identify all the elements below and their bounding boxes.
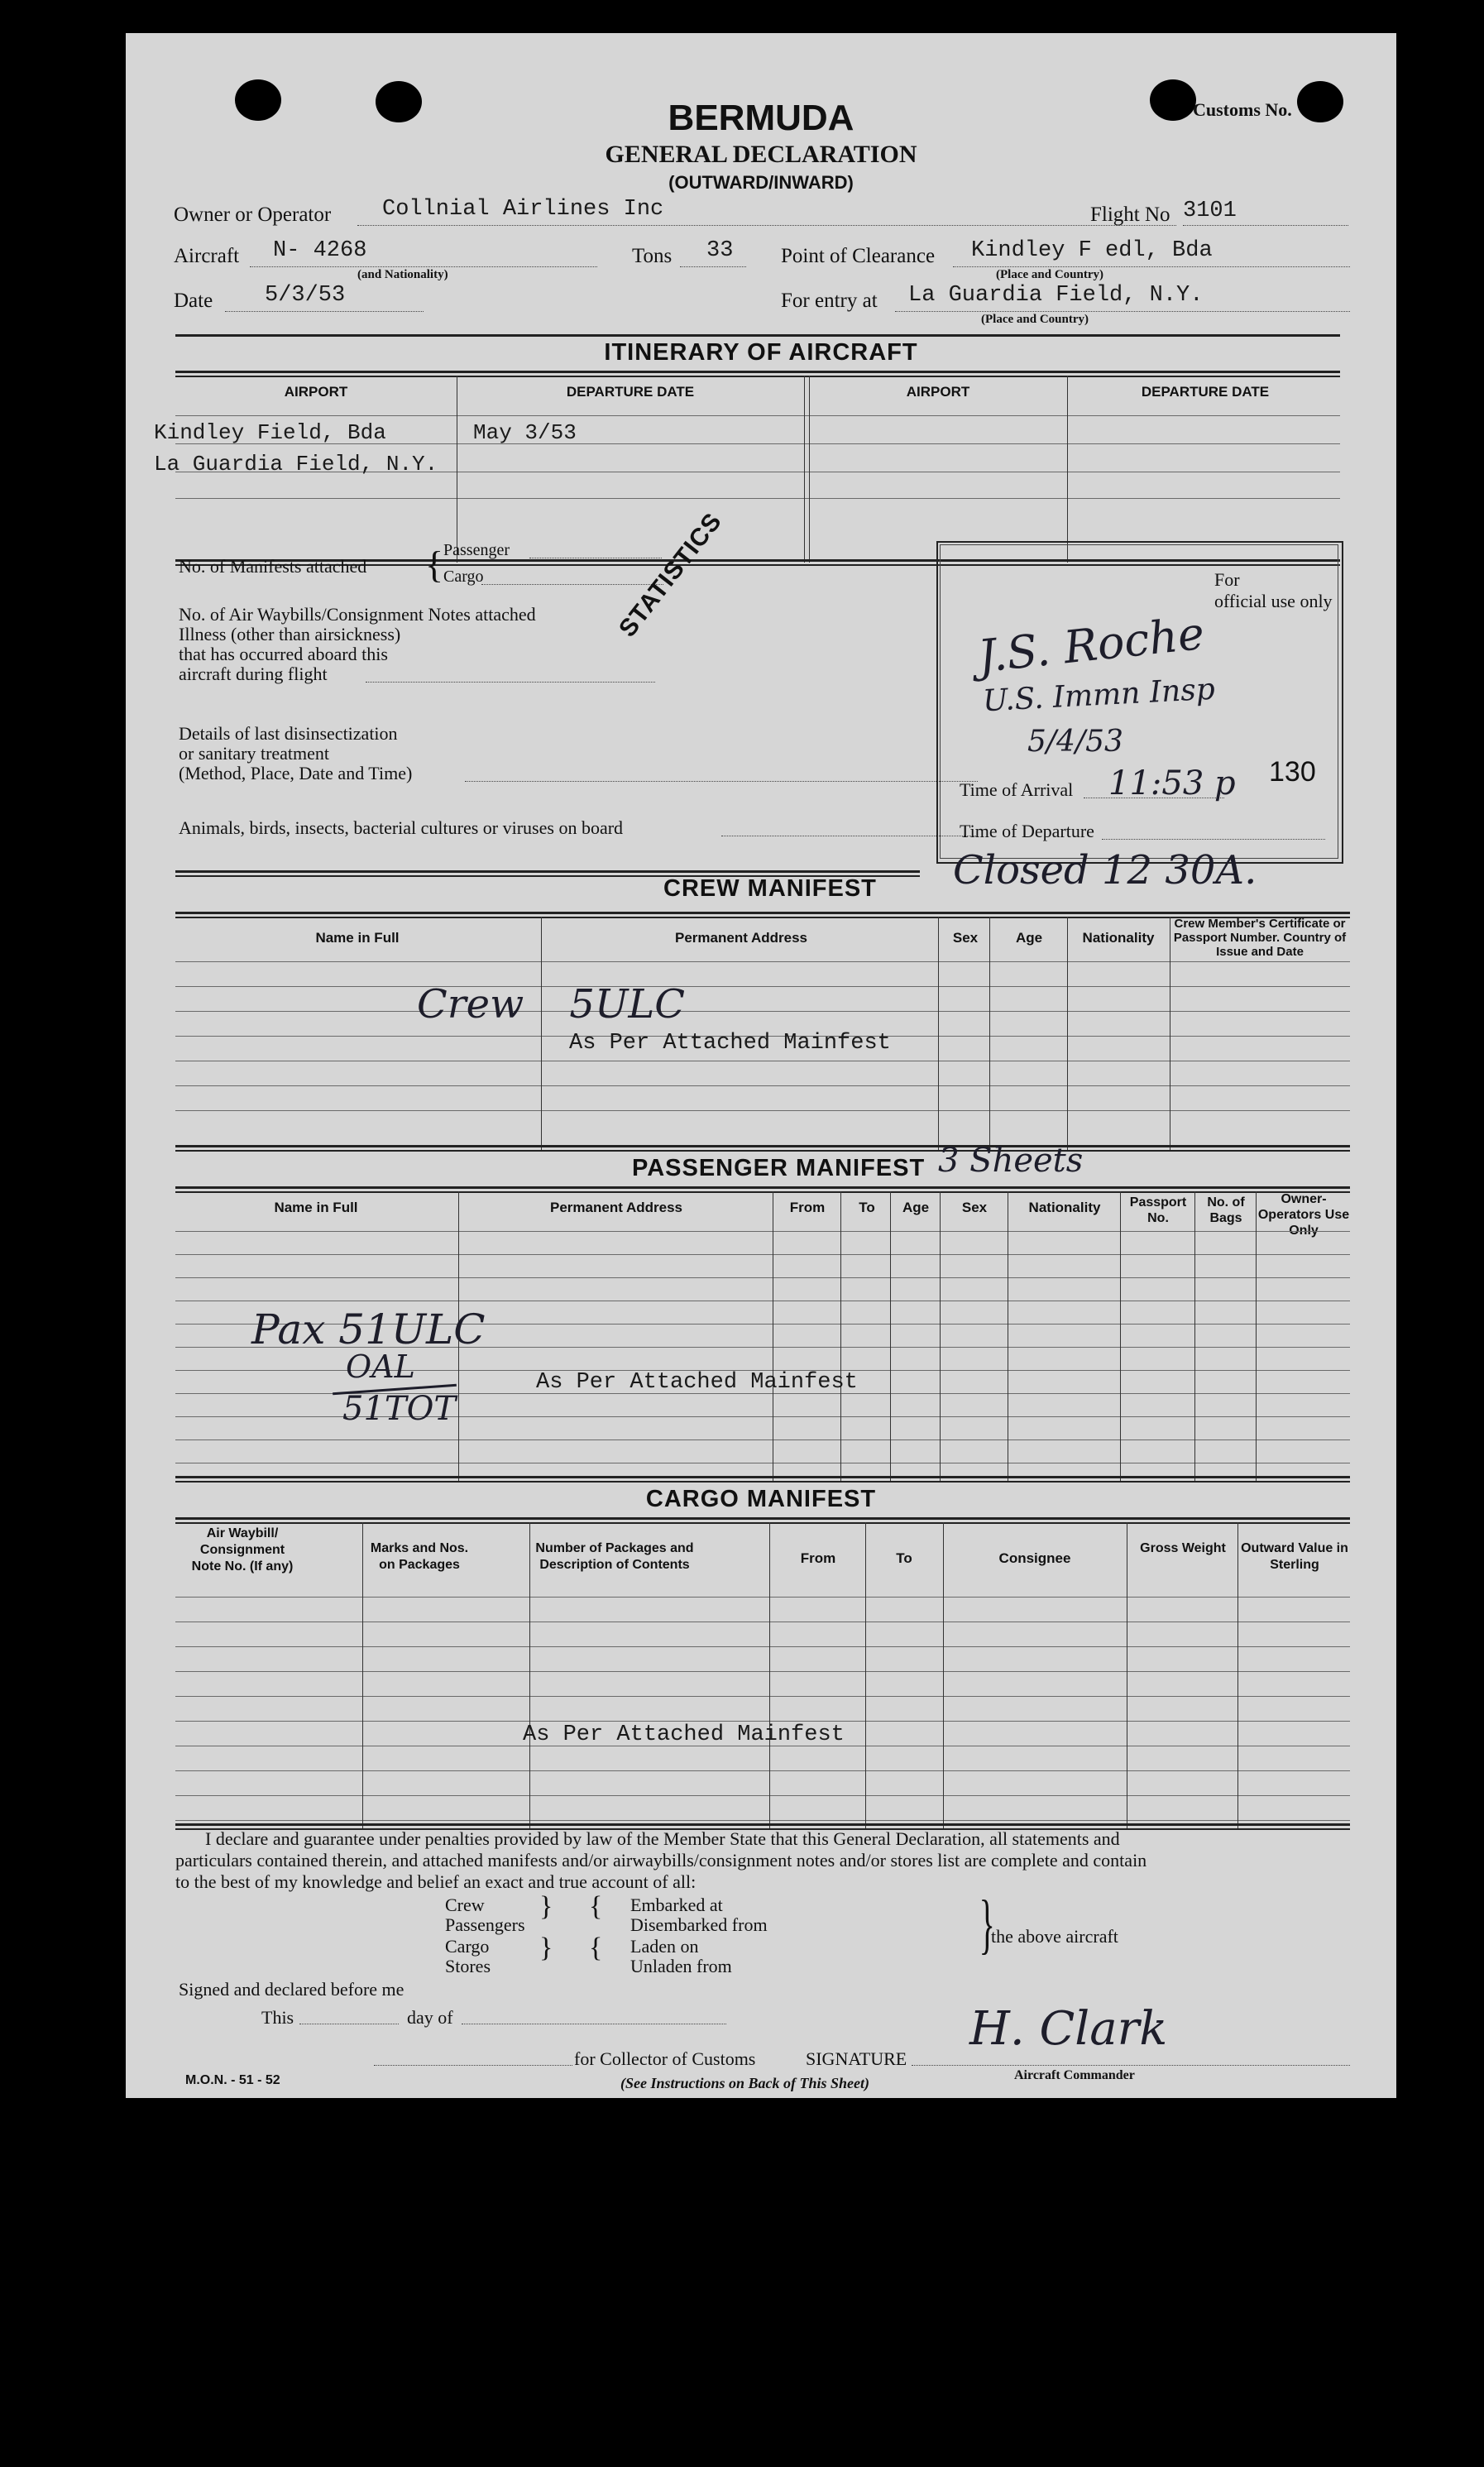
flight-label: Flight No bbox=[1090, 204, 1170, 226]
itinerary-title: ITINERARY OF AIRCRAFT bbox=[604, 339, 918, 366]
cargo-col-waybill: Air Waybill/ Consignment Note No. (If any) bbox=[191, 1526, 294, 1574]
brace: { bbox=[589, 1891, 603, 1922]
crew-title: CREW MANIFEST bbox=[663, 875, 877, 902]
brace: } bbox=[539, 1891, 553, 1922]
crew-typed-note: As Per Attached Mainfest bbox=[569, 1031, 891, 1056]
clearance-value: Kindley F edl, Bda bbox=[971, 238, 1213, 263]
declaration-disembarked: Disembarked from bbox=[630, 1914, 768, 1935]
itinerary-row-1-date: May 3/53 bbox=[473, 420, 577, 445]
entry-sublabel: (Place and Country) bbox=[981, 313, 1089, 326]
entry-value: La Guardia Field, N.Y. bbox=[908, 283, 1204, 308]
passenger-typed-note: As Per Attached Mainfest bbox=[536, 1370, 858, 1395]
aircraft-label: Aircraft bbox=[174, 245, 240, 267]
commander-signature: H. Clark bbox=[969, 2002, 1168, 2056]
instructions-note: (See Instructions on Back of This Sheet) bbox=[620, 2075, 870, 2091]
cargo-col-marks: Marks and Nos. on Packages bbox=[370, 1541, 469, 1572]
itinerary-col-airport-2: AIRPORT bbox=[906, 384, 970, 400]
disinsect-line-2: or sanitary treatment bbox=[179, 743, 330, 764]
cargo-col-consignee: Consignee bbox=[998, 1550, 1071, 1566]
itinerary-row-1-airport: Kindley Field, Bda bbox=[154, 420, 386, 445]
animals-label: Animals, birds, insects, bacterial cultures or viruses on board bbox=[179, 817, 624, 838]
disinsect-line-3: (Method, Place, Date and Time) bbox=[179, 763, 413, 783]
disinsect-line-1: Details of last disinsectization bbox=[179, 723, 398, 744]
illness-line-2: that has occurred aboard this bbox=[179, 644, 388, 664]
arrival-value: 11:53 p bbox=[1108, 764, 1236, 802]
cargo-col-from: From bbox=[800, 1550, 836, 1566]
illness-line-3: aircraft during flight bbox=[179, 663, 328, 684]
cargo-col-packages: Number of Packages and Description of Contents bbox=[535, 1541, 694, 1572]
flight-value: 3101 bbox=[1183, 199, 1237, 223]
passenger-col-owner: Owner-Operators Use Only bbox=[1257, 1192, 1350, 1238]
cargo-col-value: Outward Value in Sterling bbox=[1241, 1541, 1348, 1572]
clearance-sublabel: (Place and Country) bbox=[996, 268, 1103, 281]
brace: } bbox=[539, 1933, 553, 1963]
brace: { bbox=[425, 544, 444, 586]
inspector-title: U.S. Immn Insp bbox=[982, 672, 1216, 719]
declaration-text-3: to the best of my knowledge and belief an exact and true account of all: bbox=[175, 1871, 697, 1892]
tons-value: 33 bbox=[706, 238, 734, 263]
declaration-text-1: I declare and guarantee under penalties provided by law of the Member State that this General Declaration, all statements and bbox=[205, 1828, 1120, 1849]
crew-col-address: Permanent Address bbox=[675, 930, 807, 946]
crew-col-sex: Sex bbox=[952, 930, 979, 946]
crew-col-age: Age bbox=[1015, 930, 1043, 946]
cargo-col-to: To bbox=[896, 1550, 912, 1566]
waybills-label: No. of Air Waybills/Consignment Notes attached bbox=[179, 604, 536, 625]
manifests-cargo: Cargo bbox=[443, 568, 484, 586]
passenger-col-from: From bbox=[789, 1200, 826, 1215]
official-for: For bbox=[1214, 569, 1240, 590]
cargo-typed-note: As Per Attached Mainfest bbox=[523, 1722, 845, 1747]
passenger-hand-2: OAL bbox=[346, 1348, 415, 1385]
declaration-cargo: Cargo bbox=[445, 1936, 490, 1957]
cargo-title: CARGO MANIFEST bbox=[645, 1486, 877, 1512]
form-number: M.O.N. - 51 - 52 bbox=[185, 2073, 280, 2087]
statistics-stamp: STATISTICS bbox=[614, 507, 728, 643]
cargo-col-weight: Gross Weight bbox=[1140, 1541, 1226, 1555]
passenger-col-age: Age bbox=[902, 1200, 930, 1215]
passenger-title: PASSENGER MANIFEST bbox=[632, 1155, 926, 1181]
form-title: BERMUDA bbox=[668, 98, 854, 138]
inspector-signature: J.S. Roche bbox=[975, 606, 1207, 683]
declaration-embarked: Embarked at bbox=[630, 1895, 723, 1915]
official-code: 130 bbox=[1269, 756, 1316, 788]
brace: } bbox=[979, 1888, 995, 1961]
passenger-col-to: To bbox=[859, 1200, 875, 1215]
aircraft-value: N- 4268 bbox=[273, 238, 367, 263]
passenger-sheets: 3 Sheets bbox=[938, 1142, 1084, 1180]
declaration-unladen: Unladen from bbox=[630, 1956, 732, 1976]
crew-col-nationality: Nationality bbox=[1082, 930, 1155, 946]
passenger-col-nationality: Nationality bbox=[1028, 1200, 1101, 1215]
this-label: This bbox=[261, 2007, 294, 2028]
passenger-col-name: Name in Full bbox=[274, 1200, 358, 1215]
declaration-above-aircraft: the above aircraft bbox=[991, 1926, 1118, 1947]
declaration-passengers: Passengers bbox=[445, 1914, 525, 1935]
official-use-only: official use only bbox=[1214, 591, 1333, 611]
itinerary-col-airport: AIRPORT bbox=[284, 384, 348, 400]
departure-label: Time of Departure bbox=[960, 821, 1094, 841]
crew-handwritten: Crew 5ULC bbox=[417, 981, 686, 1028]
owner-value: Collnial Airlines Inc bbox=[382, 197, 664, 222]
signature-label: SIGNATURE bbox=[806, 2048, 907, 2069]
passenger-col-address: Permanent Address bbox=[550, 1200, 682, 1215]
commander-label: Aircraft Commander bbox=[1014, 2068, 1135, 2082]
collector-label: for Collector of Customs bbox=[574, 2048, 756, 2069]
passenger-hand-3: 51TOT bbox=[342, 1390, 457, 1428]
date-value: 5/3/53 bbox=[265, 283, 346, 308]
entry-label: For entry at bbox=[781, 290, 878, 312]
passenger-col-passport: Passport No. bbox=[1129, 1195, 1187, 1225]
passenger-hand-1: Pax 51ULC bbox=[251, 1305, 486, 1353]
declaration-text-2: particulars contained therein, and attached manifests and/or airwaybills/consignment notes and/or stores list are complete and contain bbox=[175, 1850, 1147, 1871]
declaration-form bbox=[126, 33, 1396, 2098]
itinerary-col-date: DEPARTURE DATE bbox=[566, 384, 695, 400]
clearance-label: Point of Clearance bbox=[781, 245, 936, 267]
declaration-stores: Stores bbox=[445, 1956, 491, 1976]
tons-label: Tons bbox=[632, 245, 673, 267]
form-direction: (OUTWARD/INWARD) bbox=[668, 172, 854, 193]
itinerary-col-date-2: DEPARTURE DATE bbox=[1141, 384, 1270, 400]
signed-label: Signed and declared before me bbox=[179, 1979, 405, 2000]
crew-col-passport: Crew Member's Certificate or Passport Number. Country of Issue and Date bbox=[1173, 917, 1347, 959]
owner-label: Owner or Operator bbox=[174, 204, 332, 226]
crew-col-name: Name in Full bbox=[315, 930, 400, 946]
closed-note: Closed 12 30A. bbox=[953, 847, 1257, 893]
declaration-laden: Laden on bbox=[630, 1936, 699, 1957]
itinerary-row-2-airport: La Guardia Field, N.Y. bbox=[154, 452, 438, 477]
day-of-label: day of bbox=[407, 2007, 453, 2028]
form-subtitle: GENERAL DECLARATION bbox=[605, 141, 917, 168]
customs-number-label: Customs No. bbox=[1193, 99, 1292, 120]
manifests-label: No. of Manifests attached bbox=[179, 556, 367, 577]
illness-line-1: Illness (other than airsickness) bbox=[179, 624, 401, 644]
inspection-date: 5/4/53 bbox=[1027, 725, 1123, 759]
manifests-passenger: Passenger bbox=[443, 541, 510, 559]
passenger-col-bags: No. of Bags bbox=[1207, 1195, 1245, 1225]
arrival-label: Time of Arrival bbox=[960, 779, 1074, 800]
brace: { bbox=[589, 1933, 603, 1963]
aircraft-sublabel: (and Nationality) bbox=[357, 268, 448, 281]
date-label: Date bbox=[174, 290, 213, 312]
passenger-col-sex: Sex bbox=[961, 1200, 988, 1215]
declaration-crew: Crew bbox=[445, 1895, 485, 1915]
